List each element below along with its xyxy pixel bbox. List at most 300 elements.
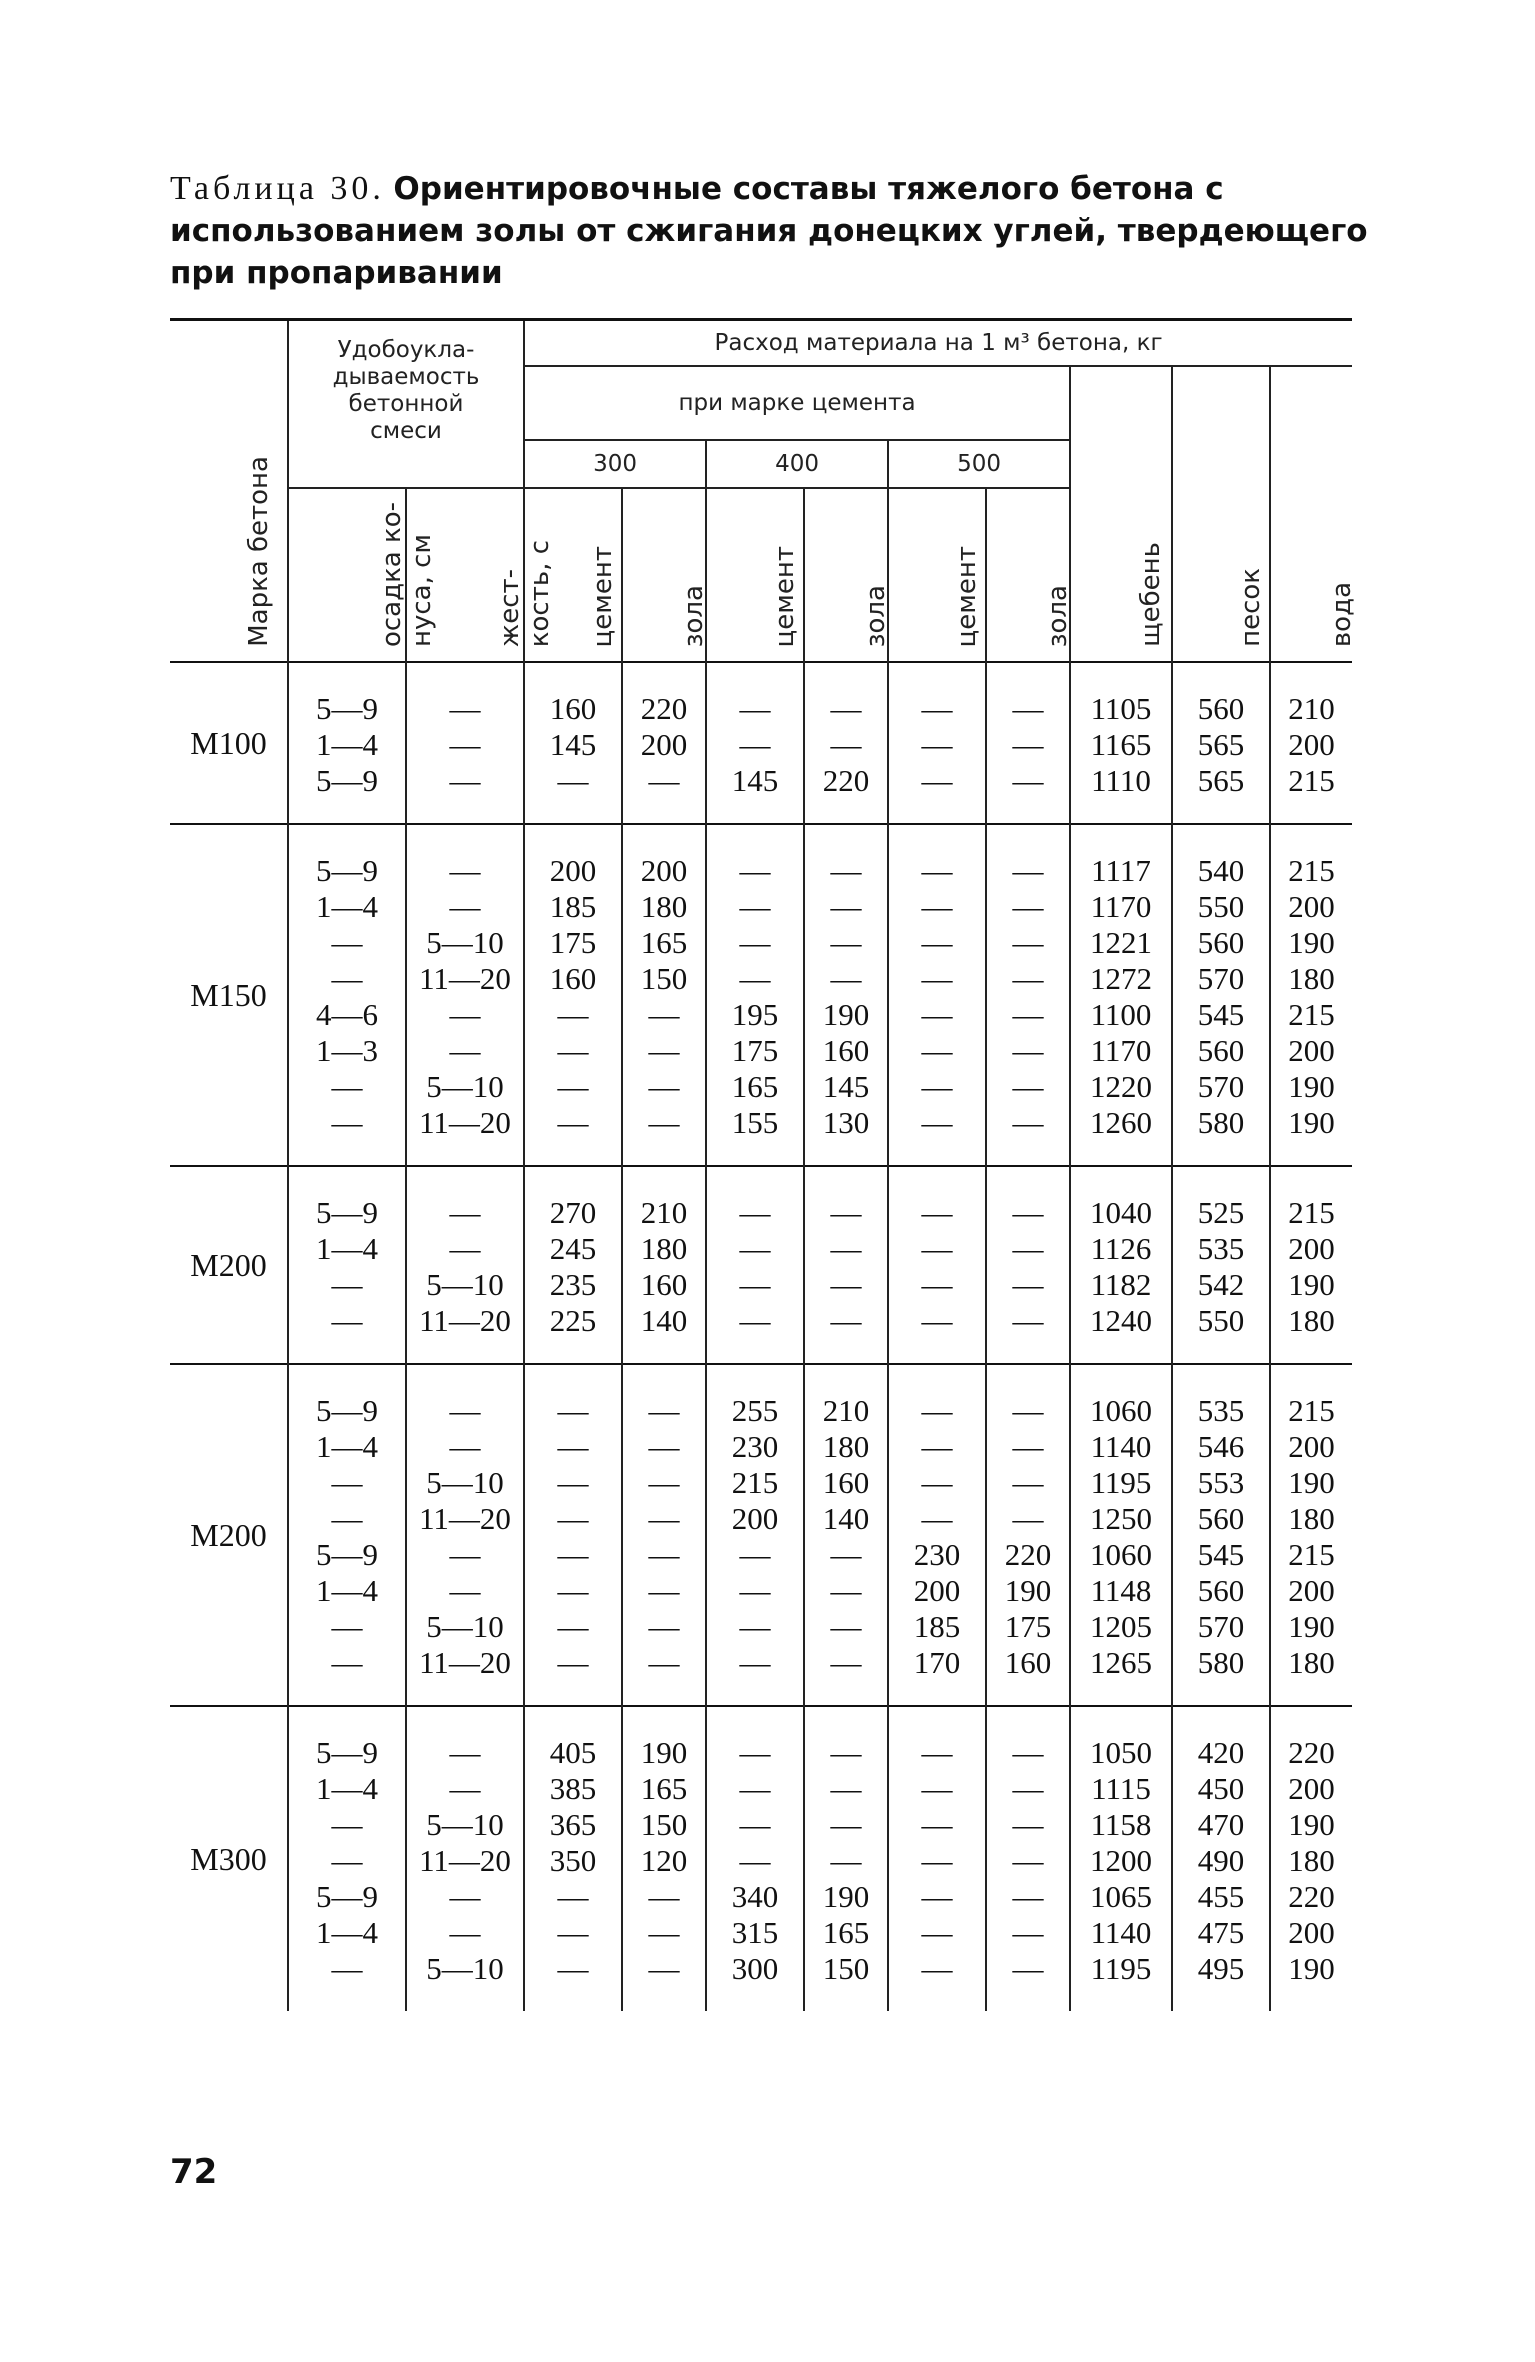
header-grade-label: Марка бетона xyxy=(243,456,274,647)
cell-value: — xyxy=(1012,1735,1044,1770)
cell-value: 545 xyxy=(1197,997,1245,1032)
cell-value: — xyxy=(830,961,862,996)
cell-value: 315 xyxy=(731,1915,779,1950)
cell-value: — xyxy=(921,1267,953,1302)
cell-value: 160 xyxy=(549,961,597,996)
cell-c400-ash xyxy=(804,824,888,1166)
cell-value: 1205 xyxy=(1090,1609,1153,1644)
cell-value: — xyxy=(449,691,481,726)
cell-value: 215 xyxy=(1288,763,1335,798)
cell-value: 495 xyxy=(1197,1951,1245,1986)
cell-value: 5—10 xyxy=(426,1807,504,1842)
cell-stiffness xyxy=(406,1706,524,2011)
cell-c500-ash xyxy=(986,824,1070,1166)
cell-value: — xyxy=(557,1915,589,1950)
cell-value: — xyxy=(739,1231,771,1266)
cell-value: — xyxy=(830,1645,862,1680)
cell-value: 1060 xyxy=(1090,1537,1153,1572)
cell-water xyxy=(1270,1364,1352,1706)
cell-value: 200 xyxy=(549,853,597,888)
cell-c400-ash xyxy=(804,1166,888,1364)
cell-slump xyxy=(288,1166,406,1364)
cell-value: — xyxy=(557,1105,589,1140)
cell-value: — xyxy=(331,1951,363,1986)
cell-value: — xyxy=(739,1807,771,1842)
cell-value: — xyxy=(1012,1843,1044,1878)
header-ash-label: зола xyxy=(679,584,710,647)
cell-value: — xyxy=(331,1807,363,1842)
table-number: Таблица 30. xyxy=(170,170,385,207)
cell-value: 560 xyxy=(1197,1033,1245,1068)
cell-value: — xyxy=(648,1105,680,1140)
cell-value: 190 xyxy=(1288,1267,1335,1302)
cell-value: — xyxy=(1012,1105,1044,1140)
header-cement-300-ash xyxy=(622,488,710,662)
cell-value: 145 xyxy=(731,763,779,798)
cell-value: — xyxy=(830,1537,862,1572)
cell-value: — xyxy=(648,1501,680,1536)
cell-value: — xyxy=(830,889,862,924)
cell-value: 1—3 xyxy=(316,1033,378,1068)
cell-value: — xyxy=(1012,997,1044,1032)
cell-value: 165 xyxy=(731,1069,779,1104)
cell-c500-ash xyxy=(986,1166,1070,1364)
cell-value: — xyxy=(648,1951,680,1986)
cell-value: 190 xyxy=(822,1879,870,1914)
cell-stiffness xyxy=(406,1166,524,1364)
cell-value: 215 xyxy=(1288,1537,1335,1572)
cell-value: — xyxy=(921,727,953,762)
cell-value: 190 xyxy=(1288,925,1335,960)
cell-value: 200 xyxy=(1288,1231,1335,1266)
cell-value: — xyxy=(449,727,481,762)
cell-value: — xyxy=(557,1069,589,1104)
header-water-label: вода xyxy=(1326,581,1357,647)
cell-value: — xyxy=(921,1465,953,1500)
cell-value: — xyxy=(921,1231,953,1266)
cell-value: 180 xyxy=(640,1231,688,1266)
cell-value: — xyxy=(921,1069,953,1104)
cell-value: 1260 xyxy=(1090,1105,1153,1140)
cell-value: — xyxy=(648,997,680,1032)
cell-value: 1148 xyxy=(1090,1573,1152,1608)
cell-value: — xyxy=(449,1033,481,1068)
cell-value: 1170 xyxy=(1090,1033,1152,1068)
header-ash-label: зола xyxy=(1043,584,1074,647)
cell-value: — xyxy=(648,1609,680,1644)
cell-value: 180 xyxy=(1288,961,1335,996)
cell-value: — xyxy=(331,961,363,996)
cell-value: — xyxy=(1012,1303,1044,1338)
cell-c500-cement xyxy=(888,1706,986,2011)
cell-value: — xyxy=(1012,763,1044,798)
cell-c400-ash xyxy=(804,1364,888,1706)
cell-value: — xyxy=(557,1951,589,1986)
cell-value: — xyxy=(648,1879,680,1914)
cell-value: — xyxy=(739,925,771,960)
cell-value: — xyxy=(739,889,771,924)
cell-value: 145 xyxy=(549,727,597,762)
cell-value: 1—4 xyxy=(316,1573,378,1608)
cell-value: 165 xyxy=(822,1915,870,1950)
cell-value: 200 xyxy=(640,727,688,762)
cell-value: 570 xyxy=(1197,1069,1245,1104)
cell-value: 340 xyxy=(731,1879,779,1914)
cell-c500-cement xyxy=(888,662,986,824)
cell-slump xyxy=(288,1364,406,1706)
cell-value: — xyxy=(557,1537,589,1572)
cell-value: — xyxy=(921,1393,953,1428)
cell-c400-ash xyxy=(804,1706,888,2011)
cell-value: 4—6 xyxy=(316,997,378,1032)
cell-value: — xyxy=(557,1879,589,1914)
header-ash-label: зола xyxy=(861,584,892,647)
cell-value: — xyxy=(1012,1465,1044,1500)
cell-value: 542 xyxy=(1197,1267,1245,1302)
header-cement-400-ash xyxy=(804,488,892,662)
cell-c500-ash xyxy=(986,662,1070,824)
cell-value: — xyxy=(557,1501,589,1536)
cell-value: — xyxy=(739,1771,771,1806)
cell-sand xyxy=(1172,824,1270,1166)
header-sand xyxy=(1172,366,1270,662)
cell-c500-cement xyxy=(888,824,986,1166)
cell-value: 540 xyxy=(1197,853,1245,888)
cell-value: — xyxy=(921,925,953,960)
cell-c300-ash xyxy=(622,824,706,1166)
header-water xyxy=(1270,366,1357,662)
cell-value: — xyxy=(449,853,481,888)
header-slump-label: осадка ко- нуса, см xyxy=(377,501,437,647)
cell-value: 11—20 xyxy=(419,1105,511,1140)
cell-value: — xyxy=(557,1609,589,1644)
header-cement-label: цемент xyxy=(588,545,619,647)
cell-value: 1040 xyxy=(1090,1195,1153,1230)
cell-value: — xyxy=(1012,1231,1044,1266)
cell-value: 150 xyxy=(640,1807,688,1842)
cell-value: — xyxy=(449,1771,481,1806)
cell-value: 535 xyxy=(1197,1393,1245,1428)
cell-value: — xyxy=(921,1303,953,1338)
cell-c500-cement xyxy=(888,1166,986,1364)
cell-value: — xyxy=(739,1735,771,1770)
cell-value: 300 xyxy=(731,1951,779,1986)
cell-value: — xyxy=(739,727,771,762)
cell-value: 5—9 xyxy=(316,1735,378,1770)
cell-value: — xyxy=(648,1465,680,1500)
cell-value: 215 xyxy=(1288,1393,1335,1428)
cell-value: 210 xyxy=(640,1195,688,1230)
cell-value: — xyxy=(331,1645,363,1680)
cell-value: 5—10 xyxy=(426,925,504,960)
cell-value: 553 xyxy=(1197,1465,1245,1500)
cell-value: 475 xyxy=(1197,1915,1245,1950)
cell-stiffness xyxy=(406,1364,524,1706)
header-cement-400-cement xyxy=(706,488,804,662)
grade-label: М200 xyxy=(170,1364,288,1706)
cell-value: — xyxy=(449,1393,481,1428)
cell-value: 470 xyxy=(1197,1807,1245,1842)
cell-value: — xyxy=(449,997,481,1032)
cell-value: 185 xyxy=(913,1609,961,1644)
cell-value: 230 xyxy=(913,1537,961,1572)
cell-value: — xyxy=(331,1267,363,1302)
cell-stiffness xyxy=(406,824,524,1166)
cell-value: 195 xyxy=(731,997,779,1032)
cell-value: 11—20 xyxy=(419,1843,511,1878)
cell-value: 550 xyxy=(1197,889,1245,924)
cell-value: — xyxy=(830,925,862,960)
cell-value: — xyxy=(557,1645,589,1680)
cell-value: — xyxy=(648,1537,680,1572)
cell-value: — xyxy=(921,1735,953,1770)
cell-value: — xyxy=(648,1915,680,1950)
cell-value: — xyxy=(739,1843,771,1878)
cell-value: 5—10 xyxy=(426,1465,504,1500)
cell-value: — xyxy=(449,763,481,798)
cell-value: 1060 xyxy=(1090,1393,1153,1428)
cell-value: — xyxy=(331,1069,363,1104)
cell-value: — xyxy=(449,1915,481,1950)
cell-value: — xyxy=(449,1231,481,1266)
cell-value: — xyxy=(1012,925,1044,960)
cell-value: 220 xyxy=(640,691,688,726)
cell-value: 200 xyxy=(1288,889,1335,924)
cell-value: 225 xyxy=(549,1303,597,1338)
cell-value: 210 xyxy=(822,1393,870,1428)
cell-value: 525 xyxy=(1197,1195,1245,1230)
cell-value: 1—4 xyxy=(316,1771,378,1806)
cell-value: 565 xyxy=(1197,727,1245,762)
cell-c500-cement xyxy=(888,1364,986,1706)
cell-value: — xyxy=(1012,1033,1044,1068)
cell-value: — xyxy=(830,1231,862,1266)
cell-value: 235 xyxy=(549,1267,597,1302)
cell-value: 560 xyxy=(1197,691,1245,726)
header-stiffness-label: жест- кость, с xyxy=(495,539,555,647)
cell-value: 215 xyxy=(1288,997,1335,1032)
header-cement-300-cement xyxy=(524,488,622,662)
cell-value: — xyxy=(1012,691,1044,726)
cell-value: — xyxy=(331,1303,363,1338)
cell-value: 230 xyxy=(731,1429,779,1464)
cell-value: — xyxy=(449,889,481,924)
cell-c300-ash xyxy=(622,662,706,824)
cell-value: 175 xyxy=(1004,1609,1052,1644)
cell-value: — xyxy=(1012,853,1044,888)
cell-value: 560 xyxy=(1197,925,1245,960)
cell-c400-cement xyxy=(706,1166,804,1364)
cell-value: 200 xyxy=(1288,1033,1335,1068)
header-cement-500-ash xyxy=(986,488,1074,662)
cell-value: 190 xyxy=(1288,1105,1335,1140)
cell-value: — xyxy=(830,691,862,726)
grade-label: М100 xyxy=(170,662,288,824)
cell-value: 1—4 xyxy=(316,727,378,762)
cell-value: — xyxy=(1012,889,1044,924)
cell-value: 1221 xyxy=(1090,925,1153,960)
cell-value: 270 xyxy=(549,1195,597,1230)
cell-value: 11—20 xyxy=(419,1303,511,1338)
cell-value: — xyxy=(449,1735,481,1770)
cell-c400-cement xyxy=(706,1364,804,1706)
cell-value: — xyxy=(739,1645,771,1680)
cell-value: 1140 xyxy=(1090,1915,1152,1950)
cell-sand xyxy=(1172,1364,1270,1706)
cell-value: — xyxy=(648,1069,680,1104)
cell-value: 420 xyxy=(1197,1735,1245,1770)
cell-value: 5—9 xyxy=(316,691,378,726)
cell-value: 160 xyxy=(1004,1645,1052,1680)
cell-value: — xyxy=(1012,1951,1044,1986)
header-cement-grade: при марке цемента xyxy=(524,366,1070,440)
cell-value: 5—9 xyxy=(316,1879,378,1914)
cell-value: — xyxy=(648,1645,680,1680)
cell-gravel xyxy=(1070,1364,1172,1706)
cell-value: — xyxy=(739,1195,771,1230)
cell-c300-ash xyxy=(622,1706,706,2011)
cell-value: — xyxy=(921,1807,953,1842)
cell-value: — xyxy=(557,1393,589,1428)
header-cement-300: 300 xyxy=(524,440,706,488)
cell-value: 1265 xyxy=(1090,1645,1153,1680)
cell-value: — xyxy=(921,1429,953,1464)
grade-label: М300 xyxy=(170,1706,288,2011)
cell-water xyxy=(1270,1706,1352,2011)
header-gravel xyxy=(1070,366,1172,662)
cell-value: 570 xyxy=(1197,961,1245,996)
cell-value: 140 xyxy=(640,1303,688,1338)
cell-value: 1220 xyxy=(1090,1069,1153,1104)
header-cement-500: 500 xyxy=(888,440,1070,488)
cell-value: 160 xyxy=(822,1033,870,1068)
cell-value: 200 xyxy=(1288,727,1335,762)
cell-value: 220 xyxy=(1004,1537,1052,1572)
cell-value: 220 xyxy=(1288,1735,1335,1770)
cell-value: 580 xyxy=(1197,1645,1245,1680)
cell-value: — xyxy=(331,1843,363,1878)
cell-value: 1140 xyxy=(1090,1429,1152,1464)
cell-value: 150 xyxy=(822,1951,870,1986)
cell-value: — xyxy=(921,1915,953,1950)
cell-value: 180 xyxy=(822,1429,870,1464)
cell-value: 155 xyxy=(731,1105,779,1140)
cell-c500-ash xyxy=(986,1706,1070,2011)
cell-value: 11—20 xyxy=(419,961,511,996)
cell-value: — xyxy=(331,925,363,960)
cell-value: — xyxy=(1012,1879,1044,1914)
cell-value: 5—10 xyxy=(426,1951,504,1986)
cell-value: 120 xyxy=(640,1843,688,1878)
cell-value: 145 xyxy=(822,1069,870,1104)
cell-value: — xyxy=(1012,1195,1044,1230)
grade-label: М150 xyxy=(170,824,288,1166)
cell-value: — xyxy=(830,1267,862,1302)
grade-group-row xyxy=(170,662,1352,824)
cell-value: — xyxy=(830,853,862,888)
header-sand-label: песок xyxy=(1236,568,1267,647)
cell-value: 1195 xyxy=(1090,1465,1152,1500)
cell-c400-cement xyxy=(706,1706,804,2011)
cell-value: — xyxy=(830,1573,862,1608)
cell-value: 5—10 xyxy=(426,1609,504,1644)
cell-value: — xyxy=(557,1033,589,1068)
cell-value: — xyxy=(830,1735,862,1770)
grade-group-row xyxy=(170,824,1352,1166)
cell-value: 180 xyxy=(640,889,688,924)
cell-value: 165 xyxy=(640,925,688,960)
cell-value: 220 xyxy=(822,763,870,798)
header-workability: Удобоукла- дываемость бетонной смеси xyxy=(288,320,524,489)
cell-value: — xyxy=(739,1537,771,1572)
grade-label: М200 xyxy=(170,1166,288,1364)
cell-value: — xyxy=(921,1879,953,1914)
cell-value: 1—4 xyxy=(316,889,378,924)
cell-value: 190 xyxy=(1288,1069,1335,1104)
cell-value: 190 xyxy=(822,997,870,1032)
cell-value: 160 xyxy=(640,1267,688,1302)
cell-slump xyxy=(288,662,406,824)
cell-value: — xyxy=(557,997,589,1032)
cell-value: 190 xyxy=(1004,1573,1052,1608)
cell-sand xyxy=(1172,1166,1270,1364)
header-slump xyxy=(288,488,437,662)
cell-value: 1—4 xyxy=(316,1915,378,1950)
cell-value: 200 xyxy=(1288,1915,1335,1950)
cell-value: 190 xyxy=(1288,1465,1335,1500)
cell-value: 190 xyxy=(1288,1951,1335,1986)
cell-c300-cement xyxy=(524,824,622,1166)
cell-value: 5—9 xyxy=(316,1195,378,1230)
cell-value: 1050 xyxy=(1090,1735,1153,1770)
cell-sand xyxy=(1172,1706,1270,2011)
cell-value: 200 xyxy=(640,853,688,888)
cell-value: 1126 xyxy=(1090,1231,1152,1266)
cell-value: — xyxy=(921,961,953,996)
cell-value: 550 xyxy=(1197,1303,1245,1338)
cell-value: — xyxy=(921,1501,953,1536)
cell-value: 405 xyxy=(549,1735,597,1770)
cell-value: 1115 xyxy=(1091,1771,1151,1806)
table-caption xyxy=(170,168,1370,294)
cell-value: 455 xyxy=(1197,1879,1245,1914)
cell-value: — xyxy=(830,1807,862,1842)
cell-value: 200 xyxy=(1288,1573,1335,1608)
cell-value: 190 xyxy=(1288,1609,1335,1644)
header-grade xyxy=(170,320,288,663)
cell-value: 1195 xyxy=(1090,1951,1152,1986)
cell-value: — xyxy=(830,1771,862,1806)
cell-value: 1182 xyxy=(1090,1267,1152,1302)
table-header xyxy=(170,320,1357,663)
cell-value: — xyxy=(921,889,953,924)
cell-value: 560 xyxy=(1197,1573,1245,1608)
cell-value: — xyxy=(830,727,862,762)
header-stiffness xyxy=(406,488,555,662)
cell-value: 5—9 xyxy=(316,763,378,798)
cell-c400-cement xyxy=(706,824,804,1166)
grade-group-row xyxy=(170,1364,1352,1706)
cell-value: 545 xyxy=(1197,1537,1245,1572)
cell-value: 200 xyxy=(913,1573,961,1608)
cell-value: 11—20 xyxy=(419,1501,511,1536)
table-body xyxy=(170,662,1352,2011)
cell-value: 565 xyxy=(1197,763,1245,798)
cell-value: 220 xyxy=(1288,1879,1335,1914)
cell-value: 5—10 xyxy=(426,1069,504,1104)
cell-value: — xyxy=(331,1501,363,1536)
header-cement-400: 400 xyxy=(706,440,888,488)
